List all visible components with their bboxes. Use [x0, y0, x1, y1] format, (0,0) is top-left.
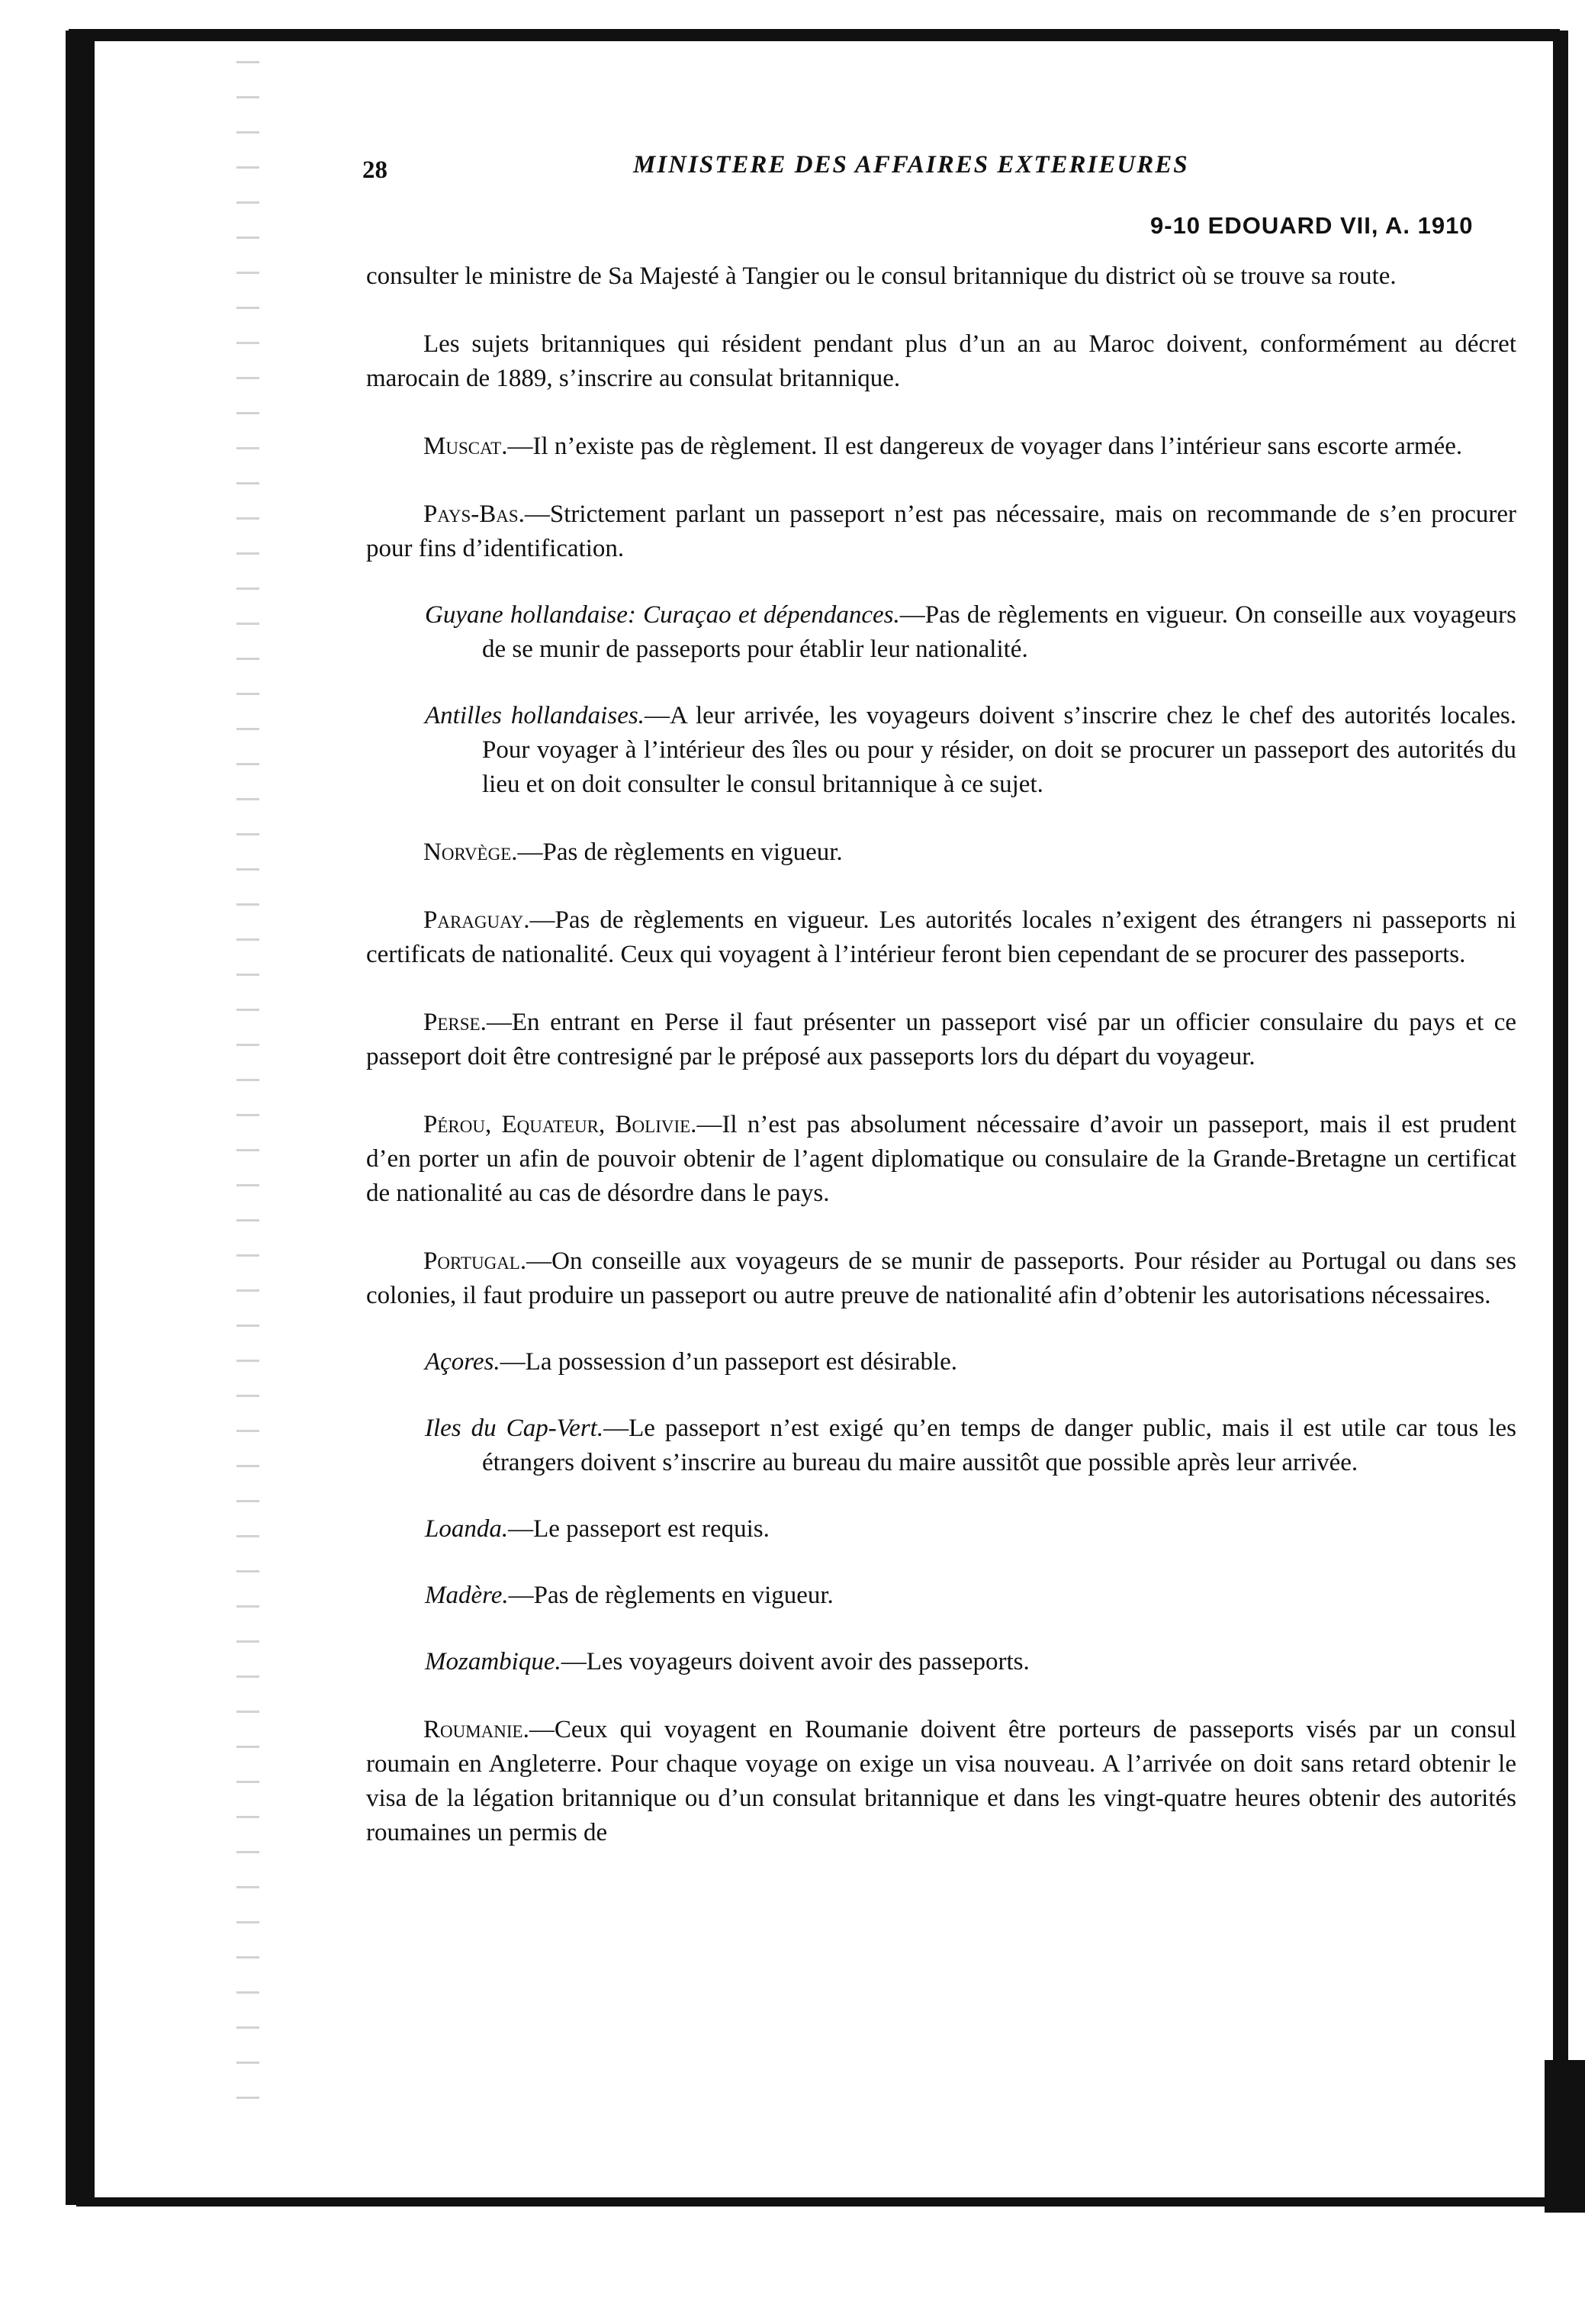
- entry-paragraph: [366, 1244, 1516, 1313]
- entry-heading: Antilles hollandaises.: [425, 702, 645, 729]
- entry-heading: Guyane hollandaise: Curaçao et dépendances.: [425, 601, 900, 629]
- entry-text: consulter le ministre de Sa Majesté à Tangier ou le consul britannique du district où se trouve sa route.: [366, 262, 1397, 290]
- entry-heading: Madère.: [425, 1582, 509, 1609]
- entry-paragraph: [366, 835, 1516, 870]
- entry-paragraph: [366, 903, 1516, 972]
- entry-paragraph: [366, 259, 1516, 294]
- entry-text: —Strictement parlant un passeport n’est pas nécessaire, mais on recommande de s’en procurer pour fins d’identification.: [366, 501, 1516, 562]
- entry-text: —Pas de règlements en vigueur. Les autorités locales n’exigent des étrangers ni passeports ni certificats de nationalité. Ceux qui voyagent à l’intérieur feront bien cependant de se procurer des passeports.: [366, 906, 1516, 968]
- scan-border-top: [69, 29, 1560, 41]
- entry-text: —Ceux qui voyagent en Roumanie doivent être porteurs de passeports visés par un consul roumain en Angleterre. Pour chaque voyage on exige un visa nouveau. A l’arrivée on doit sans retard obtenir le visa de la légation britannique ou d’un consulat britannique et dans les vingt-quatre heures obtenir des autorités roumaines un permis de: [366, 1716, 1516, 1846]
- scan-border-left: [66, 31, 95, 2205]
- session-label: 9-10 EDOUARD VII, A. 1910: [1150, 212, 1474, 239]
- entry-text: —Il n’est pas absolument nécessaire d’avoir un passeport, mais il est prudent d’en porter un afin de pouvoir obtenir de l’agent diplomatique ou consulaire de la Grande-Bretagne un certificat de nationalité au cas de désordre dans le pays.: [366, 1111, 1516, 1207]
- page-number: 28: [362, 156, 387, 184]
- entry-heading: Roumanie.: [423, 1716, 529, 1743]
- entry-heading: Pérou, Equateur, Bolivie.: [423, 1111, 697, 1138]
- entry-text: —Pas de règlements en vigueur. On conseille aux voyageurs de se munir de passeports pour établir leur nationalité.: [482, 601, 1517, 663]
- entry-heading: Norvège.: [423, 839, 518, 866]
- entry-paragraph: [366, 327, 1516, 396]
- scan-border-right: [1553, 31, 1568, 2205]
- entry-text: —Le passeport est requis.: [508, 1515, 770, 1543]
- scan-border-bottom: [76, 2197, 1560, 2207]
- subentry-paragraph: [366, 1579, 1516, 1613]
- binding-margin-marks: [236, 61, 259, 2121]
- subentry-paragraph: [366, 1645, 1516, 1679]
- subentry-paragraph: [366, 1411, 1516, 1480]
- entry-paragraph: [366, 1108, 1516, 1211]
- entry-text: Les sujets britanniques qui résident pendant plus d’un an au Maroc doivent, conformément au décret marocain de 1889, s’inscrire au consulat britannique.: [366, 330, 1516, 392]
- entry-heading: Iles du Cap-Vert.: [425, 1415, 604, 1442]
- entry-heading: Muscat.: [423, 433, 508, 460]
- subentry-paragraph: [366, 598, 1516, 667]
- entry-text: —La possession d’un passeport est désirable.: [500, 1348, 958, 1376]
- subentry-paragraph: [366, 1512, 1516, 1547]
- body-text: [366, 259, 1516, 1850]
- entry-heading: Mozambique.: [425, 1648, 561, 1675]
- entry-paragraph: [366, 497, 1516, 566]
- entry-paragraph: [366, 430, 1516, 464]
- entry-text: —Pas de règlements en vigueur.: [517, 839, 843, 866]
- running-title: MINISTERE DES AFFAIRES EXTERIEURES: [633, 151, 1189, 179]
- entry-paragraph: [366, 1006, 1516, 1074]
- entry-heading: Pays-Bas.: [423, 501, 525, 528]
- entry-paragraph: [366, 1713, 1516, 1850]
- entry-heading: Perse.: [423, 1009, 487, 1036]
- entry-heading: Açores.: [425, 1348, 500, 1376]
- entry-text: —Les voyageurs doivent avoir des passeports.: [561, 1648, 1030, 1675]
- entry-text: —Le passeport n’est exigé qu’en temps de danger public, mais il est utile car tous les étrangers doivent s’inscrire au bureau du maire aussitôt que possible après leur arrivée.: [482, 1415, 1516, 1476]
- entry-text: —En entrant en Perse il faut présenter un passeport visé par un officier consulaire du pays et ce passeport doit être contresigné par le préposé aux passeports lors du départ du voyageur.: [366, 1009, 1516, 1070]
- entry-text: —On conseille aux voyageurs de se munir de passeports. Pour résider au Portugal ou dans ses colonies, il faut produire un passeport ou autre preuve de nationalité afin d’obtenir les autorisations nécessaires.: [366, 1247, 1516, 1309]
- entry-heading: Portugal.: [423, 1247, 527, 1275]
- subentry-paragraph: [366, 1345, 1516, 1379]
- entry-text: —Il n’existe pas de règlement. Il est dangereux de voyager dans l’intérieur sans escorte armée.: [507, 433, 1463, 460]
- scan-border-notch: [1545, 2060, 1585, 2213]
- entry-text: —A leur arrivée, les voyageurs doivent s’inscrire chez le chef des autorités locales. Pour voyager à l’intérieur des îles ou pour y résider, on doit se procurer un passeport des autorités du lieu et on doit consulter le consul britannique à ce sujet.: [482, 702, 1516, 798]
- entry-text: —Pas de règlements en vigueur.: [508, 1582, 834, 1609]
- subentry-paragraph: [366, 699, 1516, 802]
- entry-heading: Paraguay.: [423, 906, 530, 934]
- entry-heading: Loanda.: [425, 1515, 509, 1543]
